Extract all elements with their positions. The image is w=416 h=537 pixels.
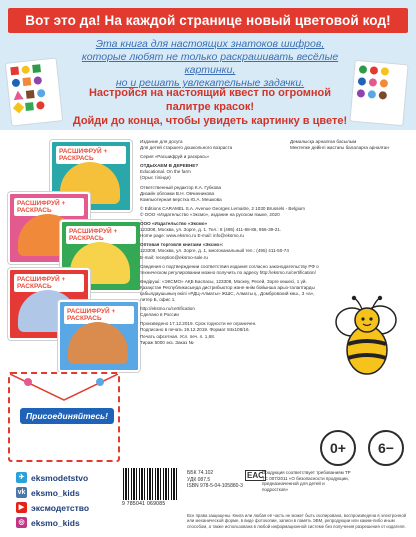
social-label: eksmo_kids bbox=[31, 517, 80, 528]
intro-line: которые любят не только раскрашивать весёлые картинки, bbox=[81, 51, 339, 76]
imprint-line: Мектепке дейінгі жастағы балаларға арналған bbox=[290, 145, 389, 151]
join-envelope bbox=[8, 372, 120, 462]
cover-title: РАСШИФРУЙ + РАСКРАСЬ bbox=[64, 306, 134, 324]
imprint-line: Для детей старшего дошкольного возраста bbox=[140, 145, 233, 151]
light-blue-circle-icon bbox=[37, 88, 46, 97]
imprint-line: Сделано в России bbox=[140, 312, 179, 318]
telegram-icon: ✈ bbox=[16, 472, 27, 483]
social-item[interactable] bbox=[16, 500, 89, 515]
yellow-circle-icon bbox=[21, 65, 30, 74]
call-to-action bbox=[70, 86, 350, 128]
imprint-line: © ООО «Издательство «Эксмо», издание на русском языке, 2020 bbox=[140, 211, 280, 217]
intro-line: но и решать увлекательные задачки. bbox=[115, 77, 305, 89]
social-label: eksmo_kids bbox=[31, 487, 80, 498]
social-item[interactable] bbox=[16, 485, 89, 500]
light-blue-dot-icon bbox=[368, 90, 377, 99]
imprint-kz-block bbox=[290, 139, 410, 151]
purple-circle-icon bbox=[33, 76, 42, 85]
social-label: эксмодетство bbox=[31, 502, 90, 513]
vk-icon: vk bbox=[17, 489, 26, 496]
imprint-line: Печать офсетная. Усл. печ. л. 1,68. bbox=[140, 333, 216, 339]
green-dot-icon bbox=[359, 65, 368, 74]
legal-text: Все права защищены. Книга или любая её часть не может быть скопирована, воспроизведена в электронной или механической форме, в виде фотокопии, записи в память ЭВМ, репродукции или каким-либо иным способом, а также использована в любой информационной системе без получения разрешения от издателя. bbox=[187, 513, 407, 529]
age-rating-badge: 0+ bbox=[320, 430, 356, 466]
call-line: Дойди до конца, чтобы увидеть картинку в цвете! bbox=[72, 115, 348, 127]
imprint-line: Дизайн обложки В.Н. Овчинникова bbox=[140, 190, 215, 196]
blue-circle-icon bbox=[12, 78, 21, 87]
imprint-line: (Орыс тілінде) bbox=[140, 175, 171, 181]
imprint-line: E-mail: reception@eksmo-sale.ru bbox=[140, 254, 208, 260]
imprint-line: http://eksmo.ru/certification bbox=[140, 306, 195, 312]
social-label: eksmodetstvo bbox=[31, 472, 89, 483]
red-square-icon bbox=[10, 67, 19, 76]
pink-dot-icon bbox=[369, 78, 378, 87]
udk-code: УДК 087.5 bbox=[187, 476, 211, 483]
green-square-icon bbox=[25, 102, 34, 111]
barcode-digits: 9 785041 069085 bbox=[122, 501, 166, 507]
barcode bbox=[120, 466, 182, 510]
social-item[interactable] bbox=[16, 470, 89, 485]
instagram-icon: ◎ bbox=[16, 517, 27, 528]
imprint-line: 123308, Москва, ул. Зорге, д. 1, многоканальный тел.: (495) 411-50-74 bbox=[140, 248, 289, 254]
intro-line: Эта книга для настоящих знатоков шифров, bbox=[95, 38, 325, 50]
imprint-line: Educational. On the farm bbox=[140, 169, 191, 175]
green-square-icon bbox=[32, 64, 41, 73]
cover-title: РАСШИФРУЙ + РАСКРАСЬ bbox=[14, 274, 84, 292]
imprint-line: Демалысқа арналған басылым bbox=[290, 139, 357, 144]
bee-illustration bbox=[330, 292, 404, 384]
book-cover-thumbnail bbox=[58, 300, 140, 372]
orange-square-icon bbox=[22, 77, 31, 86]
youtube-icon: ▶ bbox=[16, 502, 27, 513]
pink-triangle-icon bbox=[13, 90, 24, 100]
brown-square-icon bbox=[26, 90, 35, 99]
imprint-line: 123308, Москва, ул. Зорге, д. 1. Тел.: 8 (495) 411-68-86, 956-39-21. bbox=[140, 227, 282, 233]
red-circle-icon bbox=[36, 101, 45, 110]
purple-dot-icon bbox=[357, 89, 366, 98]
join-label: Присоединяйтесь! bbox=[20, 408, 114, 424]
social-item[interactable] bbox=[16, 515, 89, 530]
imprint-line: © Editions CARAMEL S.A. Avenue Georges Lemaitre, 2 1030 Brussels - Belgium bbox=[140, 205, 306, 211]
imprint-line: Оптовая торговля книгами «Эксмо»: bbox=[140, 242, 224, 248]
intro-text bbox=[70, 38, 350, 90]
yellow-diamond-icon bbox=[13, 102, 24, 113]
call-line: Настройся на настоящий квест по огромной палитре красок! bbox=[88, 87, 332, 113]
imprint-line: Произведено 17.12.2019. Срок годности не ограничен. bbox=[140, 321, 257, 327]
imprint-line: ООО «Издательство «Эксмо» bbox=[140, 221, 208, 227]
imprint-line: Компьютерная верстка Ю.А. Мешкова bbox=[140, 196, 222, 202]
yellow-dot-icon bbox=[381, 67, 390, 76]
barcode-bars bbox=[123, 468, 179, 500]
cover-title: РАСШИФРУЙ + РАСКРАСЬ bbox=[56, 146, 126, 164]
brown-dot-icon bbox=[378, 91, 387, 100]
social-links bbox=[16, 470, 89, 530]
eac-mark: EAC bbox=[247, 471, 264, 480]
cover-illustration bbox=[68, 322, 128, 364]
color-key-card-right bbox=[349, 60, 408, 126]
imprint-line: Издание для досуга bbox=[140, 139, 183, 144]
headline-banner: Вот это да! На каждой странице новый цветовой код! bbox=[8, 8, 408, 33]
imprint-line: Home page: www.eksmo.ru E-mail: info@eksmo.ru bbox=[140, 233, 244, 239]
color-key-card-left bbox=[5, 57, 63, 126]
red-dot-icon bbox=[370, 66, 379, 75]
imprint-line: Тираж 5000 экз. Заказ № bbox=[140, 339, 194, 345]
cover-title: РАСШИФРУЙ + РАСКРАСЬ bbox=[14, 198, 84, 216]
imprint-line: Өндіруші: «ЭКСМО» АҚБ Баспасы, 123308, Мәскеу, Ресей, Зорге көшесі, 1 үй. bbox=[140, 278, 307, 284]
age-rating-badge: 6− bbox=[368, 430, 404, 466]
blue-dot-icon bbox=[358, 77, 367, 86]
imprint-line: Сведения о подтверждении соответствия издания согласно законодательству РФ о техническом регулировании можно получить по адресу http://eksmo.ru/certification/ bbox=[140, 263, 319, 275]
isbn: ISBN 978-5-04-105880-3 bbox=[187, 483, 243, 489]
imprint-line: Ответственный редактор К.А. Губкова bbox=[140, 184, 222, 190]
orange-dot-icon bbox=[380, 79, 389, 88]
cover-title: РАСШИФРУЙ + РАСКРАСЬ bbox=[66, 226, 136, 244]
imprint-line: Қазақстан Республикасында дистрибьютор және өнім бойынша арыз-талаптарды қабылдаушының өкілі «РДЦ-Алматы» ЖШС, Алматы қ., Домбровский көш., 3 «а», литер Б, офис 1. bbox=[140, 284, 315, 303]
bbk-code: ББК 74.102 bbox=[187, 470, 214, 476]
imprint-line: Подписано в печать 19.12.2019. Формат 84x108/16. bbox=[140, 327, 250, 333]
envelope-flap-icon bbox=[10, 374, 118, 404]
certification-note: Продукция соответствует требованиям ТР ТС 007/2011 «О безопасности продукции, предназначенной для детей и подростков» bbox=[262, 470, 351, 492]
imprint-title: ОТДЫХАЕМ В ДЕРЕВНЕ? bbox=[140, 163, 199, 169]
imprint-line: Серия «Расшифруй и раскрась» bbox=[140, 154, 210, 160]
